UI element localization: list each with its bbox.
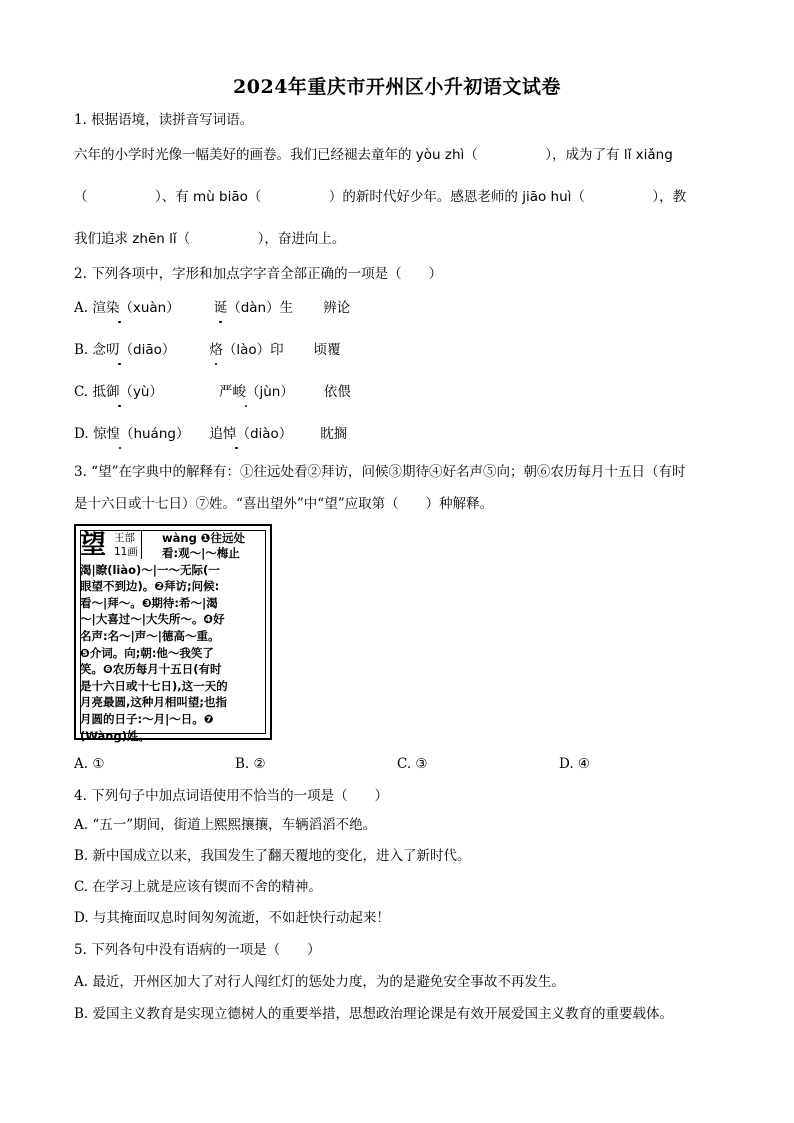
dotted-char: 染（ xyxy=(105,300,133,316)
word: 顷覆 xyxy=(313,342,341,358)
text: （ ）的新时代好少年。感恩老师的 xyxy=(247,189,523,205)
dictionary-line: 月亮最圆,这种月相叫望;也指 xyxy=(80,695,227,710)
pinyin: yù xyxy=(132,384,150,400)
pinyin: lǐ xiǎng xyxy=(623,147,673,163)
word: 惊 xyxy=(92,426,107,442)
dotted-char: 诞 xyxy=(213,300,228,316)
text: （ ），成为了有 xyxy=(464,147,624,163)
q2-stem: 2. 下列各项中，字形和加点字字音全部正确的一项是（ ） xyxy=(74,266,443,282)
q2-option-d xyxy=(74,424,347,444)
dictionary-line: (Wàng)姓。 xyxy=(80,728,150,743)
q4-option-b: B. 新中国成立以来，我国发生了翻天覆地的变化，进入了新时代。 xyxy=(74,848,471,864)
text: （ ）、有 xyxy=(74,189,194,205)
pinyin: diāo xyxy=(133,342,162,358)
q2-option-b xyxy=(74,340,341,360)
q5-option-b: B. 爱国主义教育是实现立德树人的重要举措，思想政治理论课是有效开展爱国主义教育的重要载体。 xyxy=(74,1006,674,1022)
word: 严 xyxy=(218,384,233,400)
q3-option-d: D. ④ xyxy=(559,756,591,772)
word: 追 xyxy=(209,426,223,442)
dictionary-line: 笑。❻农历每月十五日(有时 xyxy=(80,662,222,677)
pinyin: diào xyxy=(249,426,279,442)
q3-option-a: A. ① xyxy=(74,756,105,772)
dictionary-line: 看～|拜～。❸期待:希～|渴 xyxy=(80,595,218,610)
dictionary-entry-box xyxy=(74,524,272,743)
q3-line-2: 是十六日或十七日）⑦姓。“喜出望外”中“望”应取第（ ）种解释。 xyxy=(74,496,494,512)
dictionary-line: 是十六日或十七日),这一天的 xyxy=(80,678,228,693)
q1-stem: 1. 根据语境，读拼音写词语。 xyxy=(74,112,254,128)
q3-line-1: 3. “望”在字典中的解释有：①往远处看②拜访，问候③期待④好名声⑤向；朝⑥农历每月十五日（有时 xyxy=(74,464,686,480)
label: D. xyxy=(74,426,93,442)
q4-option-d: D. 与其掩面叹息时间匆匆流逝，不如赶快行动起来！ xyxy=(74,910,390,926)
word: 眈搁 xyxy=(320,426,348,442)
word: 抵 xyxy=(92,384,106,400)
dictionary-line: 看:观～|～梅止 xyxy=(162,546,240,560)
dotted-char: 烙 xyxy=(209,342,223,358)
word: 渲 xyxy=(92,300,106,316)
q2-option-a xyxy=(74,298,350,318)
text: ） xyxy=(149,384,163,400)
pinyin: zhēn lǐ xyxy=(132,231,177,247)
pinyin: huáng xyxy=(133,426,176,442)
text: （ ），教 xyxy=(571,189,687,205)
q5-stem: 5. 下列各句中没有语病的一项是（ ） xyxy=(74,942,321,958)
word: 念 xyxy=(92,342,107,358)
stroke-count: 11画 xyxy=(114,546,138,558)
q1-line-3 xyxy=(74,229,345,249)
pinyin: dàn xyxy=(240,300,267,316)
dictionary-line: 名声:名～|声～|德高～重。 xyxy=(80,628,220,643)
dictionary-headline: wàng ❶往远处 xyxy=(162,531,246,545)
text: （ xyxy=(227,300,241,316)
q1-line-1 xyxy=(74,145,673,165)
q4-stem: 4. 下列句子中加点词语使用不恰当的一项是（ ） xyxy=(74,788,389,804)
dictionary-line: 月圆的日子:～月|～日。❼ xyxy=(80,711,214,726)
dictionary-character: 望 xyxy=(80,530,107,560)
text: ） xyxy=(166,300,180,316)
text: （ xyxy=(222,342,237,358)
text: ）印 xyxy=(256,342,284,358)
radical: 王部 xyxy=(114,532,135,544)
word: 辨论 xyxy=(323,300,351,316)
word: 依偎 xyxy=(323,384,351,400)
pinyin: yòu zhì xyxy=(415,147,465,163)
dictionary-line: ❺介词。向;朝:他～我笑了 xyxy=(80,645,214,660)
pinyin: xuàn xyxy=(132,300,167,316)
text: ） xyxy=(161,342,176,358)
q3-option-c: C. ③ xyxy=(397,756,428,772)
label: C. xyxy=(74,384,93,400)
text: 我们追求 xyxy=(74,231,133,247)
label: B. xyxy=(74,342,93,358)
pinyin: jiāo huì xyxy=(522,189,572,205)
dotted-char: 惶（ xyxy=(106,426,134,442)
dictionary-line: 渴|瞭(liào)～|一～无际(一 xyxy=(80,562,220,577)
label: A. xyxy=(74,300,93,316)
dotted-char: 御（ xyxy=(105,384,133,400)
page-title: 2024年重庆市开州区小升初语文试卷 xyxy=(233,76,561,98)
q4-option-c: C. 在学习上就是应该有锲而不舍的精神。 xyxy=(74,879,322,895)
pinyin: lào xyxy=(236,342,257,358)
dotted-char: 叨（ xyxy=(106,342,134,358)
q2-option-c xyxy=(74,382,351,402)
dotted-char: 峻（ xyxy=(232,384,260,400)
dictionary-line: ～|大喜过～|大失所～。❹好 xyxy=(80,612,225,627)
q1-line-2 xyxy=(74,187,686,207)
text: ） xyxy=(175,426,190,442)
text: ）生 xyxy=(266,300,294,316)
q3-option-b: B. ② xyxy=(235,756,266,772)
dotted-char: 悼（ xyxy=(222,426,250,442)
q4-option-a: A. “五一”期间，街道上熙熙攘攘，车辆滔滔不绝。 xyxy=(74,817,377,833)
pinyin: jùn xyxy=(259,384,281,400)
q5-option-a: A. 最近，开州区加大了对行人闯红灯的惩处力度，为的是避免安全事故不再发生。 xyxy=(74,974,565,990)
dictionary-line: 眼望不到边)。❷拜访;问候: xyxy=(80,579,220,594)
text: ） xyxy=(280,384,294,400)
text: ） xyxy=(278,426,293,442)
text: 六年的小学时光像一幅美好的画卷。我们已经褪去童年的 xyxy=(74,147,416,163)
pinyin: mù biāo xyxy=(193,189,248,205)
text: （ ），奋进向上。 xyxy=(176,231,346,247)
